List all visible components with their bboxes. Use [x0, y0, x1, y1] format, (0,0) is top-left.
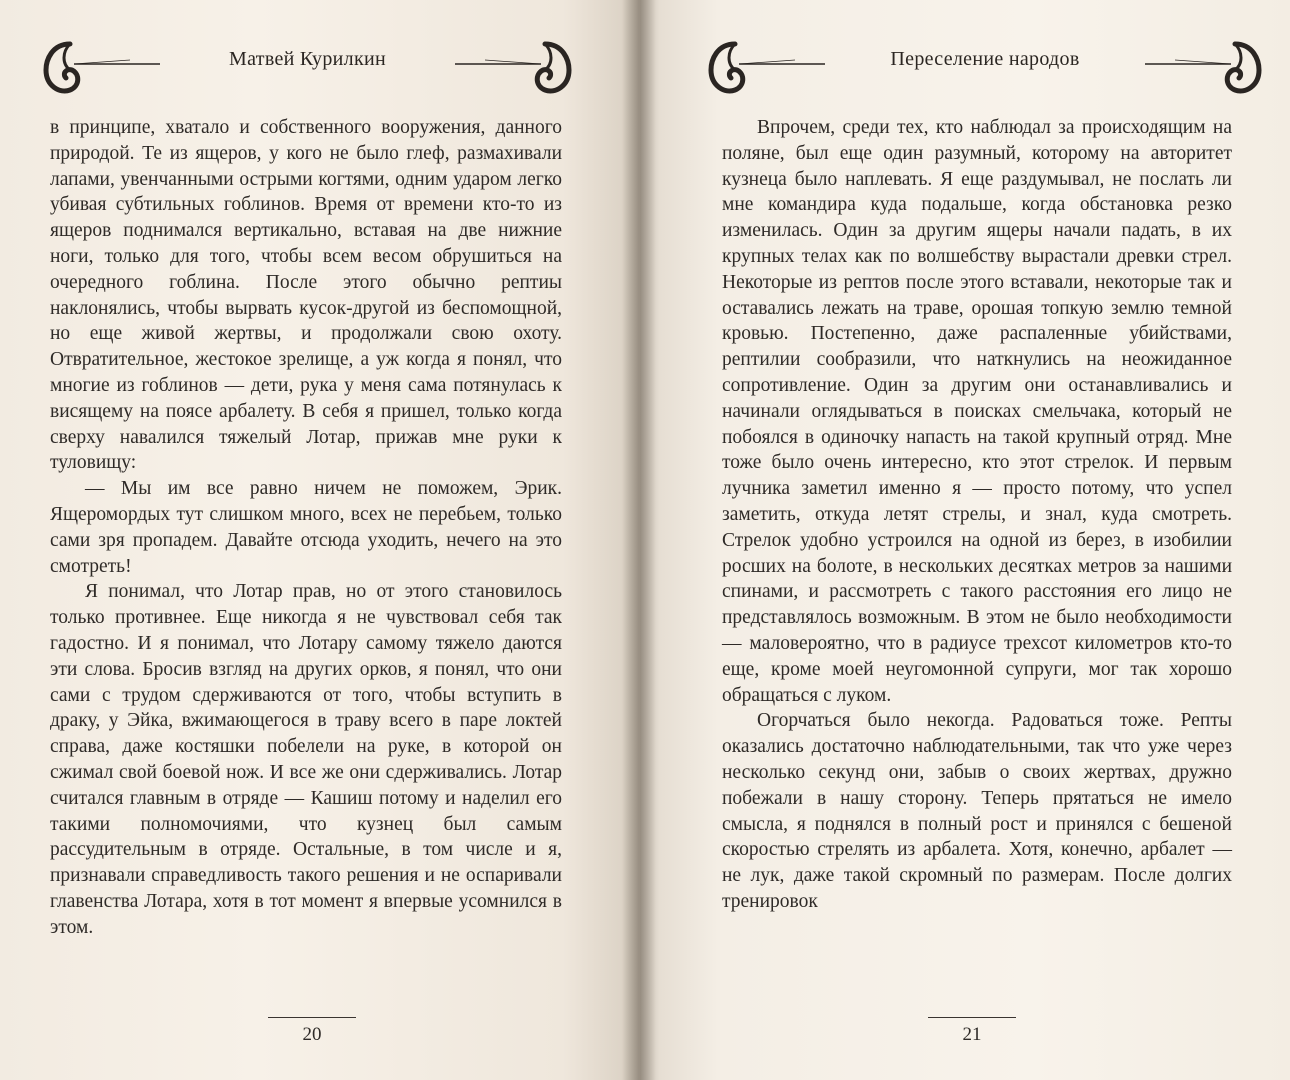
paragraph: Впрочем, среди тех, кто наблюдал за происходящим на поляне, был еще один разумный, которому на авторитет кузнеца было наплевать. Я еще раздумывал, не послать ли мне командира куда подальше, когда обстановка резко изменилась. Один за другим ящеры начали падать, в их крупных телах как по волшебству вырастали древки стрел. Некоторые из рептов после этого вставали, некоторые так и оставались лежать на траве, орошая топкую землю темной кровью. Постепенно, даже распаленные убийствами, рептилии сообразили, что наткнулись на неожиданное сопротивление. Один за другим они останавливались и начинали оглядываться в поисках смельчака, который не побоялся в одиночку напасть на такой крупный отряд. Мне тоже было очень интересно, кто этот стрелок. И первым лучника заметил именно я — просто потому, что успел заметить, откуда летят стрелы, и знал, куда смотреть. Стрелок удобно устроился на одной из берез, в изобилии росших на болоте, в нескольких десятках метров за нашими спинами, и рассмотреть с такого расстояния его лицо не представлялось возможным. В этом не было необходимости — маловероятно, что в радиусе трехсот километров кто-то еще, кроме моей неугомонной супруги, мог так хорошо обращаться с луком.	[722, 117, 1232, 706]
folio-rule	[928, 1017, 1016, 1018]
right-page	[640, 0, 1290, 1080]
scroll-ornament-icon	[1125, 30, 1265, 100]
page-number: 20	[302, 1024, 322, 1045]
paragraph: Огорчаться было некогда. Радоваться тоже. Репты оказались достаточно наблюдательными, так что уже через несколько секунд они, забыв о своих жертвах, дружно побежали в нашу сторону. Теперь прятаться не имело смысла, я поднялся в полный рост и принялся с бешеной скоростью стрелять из арбалета. Хотя, конечно, арбалет — не лук, даже такой скромный по размерам. После долгих тренировок	[722, 710, 1232, 912]
paragraph: в принципе, хватало и собственного вооружения, данного природой. Те из ящеров, у кого не было глеф, размахивали лапами, увенчанными острыми когтями, одним ударом легко убивая субтильных гоблинов. Время от времени кто-то из ящеров поднимался вертикально, вставая на две нижние ноги, только для того, чтобы всем весом обрушиться на очередного гоблина. После этого обычно рептиы наклонялись, чтобы вырвать кусок-другой из беспомощной, но еще живой жертвы, и продолжали свою охоту. Отвратительное, жестокое зрелище, а уж когда я понял, что многие из гоблинов — дети, рука у меня сама потянулась к висящему на поясе арбалету. В себя я пришел, только когда сверху навалился тяжелый Лотар, прижав мне руки к туловищу:	[50, 117, 562, 474]
running-head: Переселение народов	[890, 48, 1080, 70]
page-number: 21	[962, 1024, 982, 1045]
running-head: Матвей Курилкин	[229, 48, 386, 70]
paragraph: — Мы им все равно ничем не поможем, Эрик. Ящеромордых тут слишком много, всех не перебьем, только сами зря пропадем. Давайте отсюда уходить, нечего на это смотреть!	[50, 478, 562, 577]
body-text	[722, 115, 1232, 915]
folio-rule	[268, 1017, 356, 1018]
left-page	[0, 0, 640, 1080]
scroll-ornament-icon	[435, 30, 575, 100]
body-text	[50, 115, 562, 941]
paragraph: Я понимал, что Лотар прав, но от этого становилось только противнее. Еще никогда я не чувствовал себя так гадостно. И я понимал, что Лотару самому тяжело даются эти слова. Бросив взгляд на других орков, я понял, что они сами с трудом сдерживаются от того, чтобы вступить в драку, у Эйка, вжимающегося в траву всего в паре локтей справа, даже костяшки побелели на руке, в которой он сжимал свой боевой нож. И все же они сдерживались. Лотар считался главным в отряде — Кашиш потому и наделил его такими полномочиями, что кузнец был самым рассудительным в отряде. Остальные, в том числе и я, признавали справедливость такого решения и не оспаривали главенства Лотара, хотя в тот момент я впервые усомнился в этом.	[50, 581, 562, 938]
book-gutter	[622, 0, 656, 1080]
left-page-header	[40, 30, 575, 100]
right-page-header	[705, 30, 1265, 100]
